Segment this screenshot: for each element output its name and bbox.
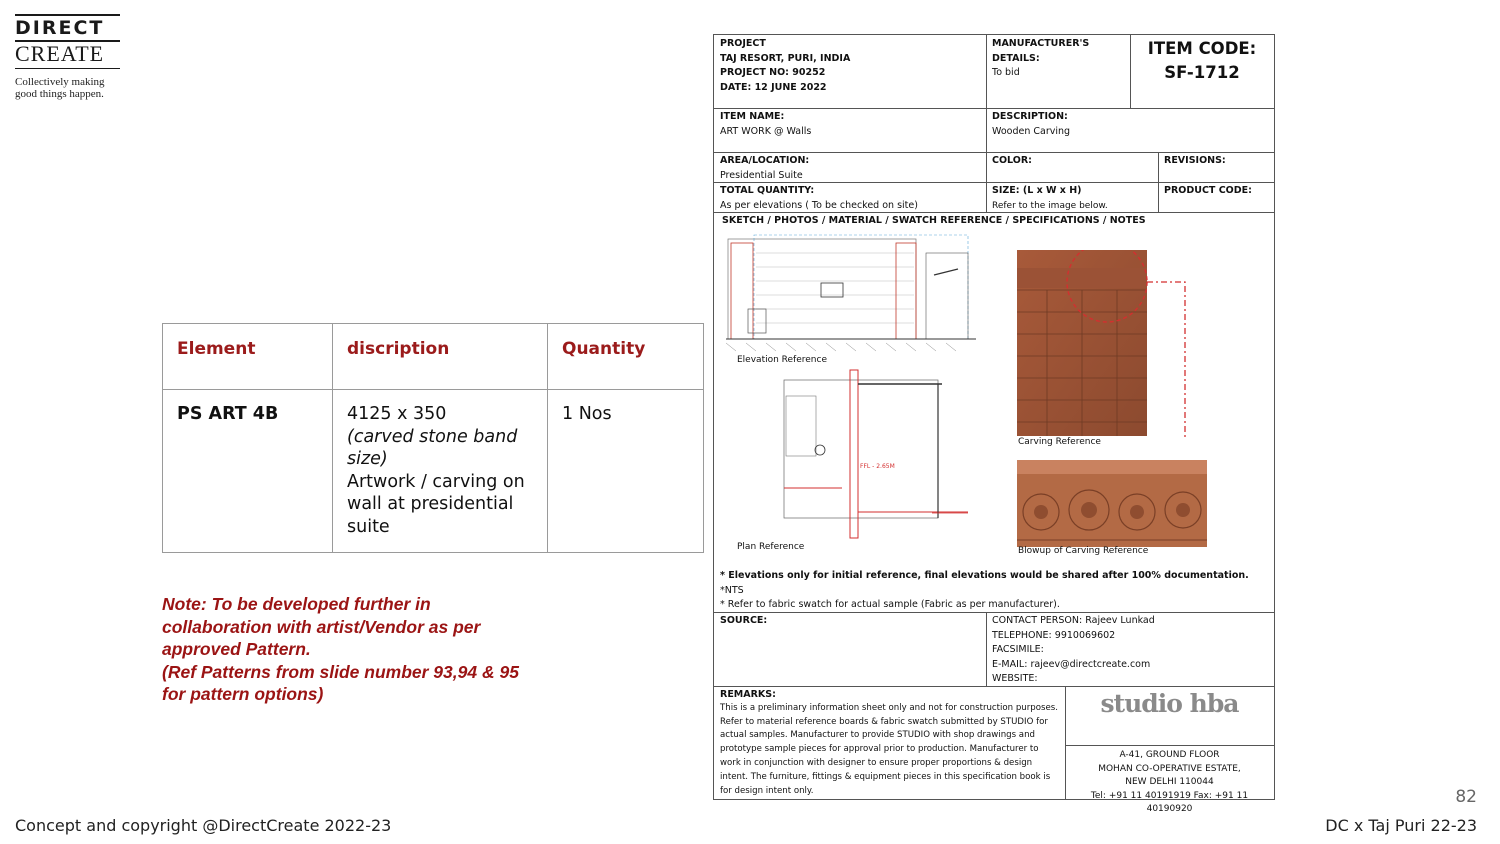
- desc-italic: (carved stone band size): [347, 426, 518, 469]
- footer-copyright: Concept and copyright @DirectCreate 2022-23: [15, 816, 392, 835]
- area-value: Presidential Suite: [720, 169, 803, 181]
- caption-elevation: Elevation Reference: [737, 355, 827, 365]
- description-block: [986, 108, 1274, 141]
- cell-quantity: 1 Nos: [548, 390, 704, 553]
- contact-block: [986, 612, 1274, 689]
- desc-text: Artwork / carving on wall at presidential suite: [347, 471, 525, 537]
- revisions-label: REVISIONS:: [1164, 155, 1226, 166]
- note-text: [162, 593, 542, 706]
- header-element: Element: [163, 324, 333, 390]
- area-label: AREA/LOCATION:: [720, 155, 810, 166]
- notes-block: [714, 567, 1274, 615]
- remarks-label: REMARKS:: [720, 689, 776, 700]
- carving-photo: [1017, 250, 1213, 440]
- area-block: [714, 152, 986, 185]
- caption-carving: Carving Reference: [1018, 437, 1101, 447]
- address-line-4: Tel: +91 11 40191919 Fax: +91 11 40190920: [1090, 790, 1249, 814]
- sketch-header: SKETCH / PHOTOS / MATERIAL / SWATCH REFERENCE / SPECIFICATIONS / NOTES: [722, 215, 1146, 226]
- directcreate-logo: [15, 14, 120, 100]
- address-line-3: NEW DELHI 110044: [1125, 777, 1214, 787]
- spec-sheet: [713, 34, 1275, 814]
- total-qty-block: [714, 182, 986, 215]
- note-3: * Refer to fabric swatch for actual sample (Fabric as per manufacturer).: [720, 599, 1060, 610]
- project-label: PROJECT: [720, 38, 766, 49]
- contact-email: E-MAIL: rajeev@directcreate.com: [992, 658, 1151, 670]
- plan-drawing: [782, 368, 972, 540]
- size-value: Refer to the image below.: [992, 200, 1108, 211]
- size-block: [986, 182, 1158, 215]
- note-line-1: Note: To be developed further in collaboration with artist/Vendor as per approved Pattern.: [162, 594, 481, 659]
- element-table: [162, 323, 704, 553]
- note-line-2: (Ref Patterns from slide number 93,94 & 95 for pattern options): [162, 661, 519, 704]
- manufacturer-value: To bid: [992, 67, 1020, 78]
- studio-address: [1065, 747, 1274, 819]
- header-description: discription: [333, 324, 548, 390]
- contact-facsimile: FACSIMILE:: [992, 644, 1044, 655]
- address-line-1: A-41, GROUND FLOOR: [1119, 750, 1220, 760]
- logo-line-1: DIRECT: [15, 17, 105, 39]
- size-label: SIZE: (L x W x H): [992, 185, 1082, 196]
- manufacturer-block: [986, 35, 1130, 83]
- plan-dimension: FFL - 2.65M: [860, 463, 895, 470]
- divider: [1065, 745, 1274, 746]
- header-quantity: Quantity: [548, 324, 704, 390]
- logo-rule: [15, 68, 120, 69]
- logo-tagline-2: good things happen.: [15, 88, 104, 100]
- caption-blowup: Blowup of Carving Reference: [1018, 546, 1149, 556]
- item-code-value: SF-1712: [1164, 63, 1240, 82]
- item-name-label: ITEM NAME:: [720, 111, 785, 122]
- logo-line-2: CREATE: [15, 41, 105, 66]
- table-row: [163, 390, 704, 553]
- blowup-photo: [1017, 460, 1208, 548]
- item-name-block: [714, 108, 986, 141]
- item-code-label: ITEM CODE:: [1147, 39, 1257, 58]
- elevation-drawing: [726, 233, 976, 357]
- manufacturer-label-2: DETAILS:: [992, 52, 1040, 64]
- caption-plan: Plan Reference: [737, 542, 805, 552]
- studio-hba-logo: studio hba: [1100, 689, 1239, 718]
- desc-size: 4125 x 350: [347, 404, 447, 424]
- description-value: Wooden Carving: [992, 125, 1071, 137]
- item-name-value: ART WORK @ Walls: [720, 125, 812, 137]
- project-no: PROJECT NO: 90252: [720, 67, 826, 78]
- project-name: TAJ RESORT, PURI, INDIA: [720, 52, 851, 64]
- project-block: [714, 35, 986, 97]
- remarks-text: This is a preliminary information sheet only and not for construction purposes. Refer to material reference boards & fabric swatch submitted by STUDIO for actual samples. Manufacturer to provide STUDIO with shop drawings and prototype sample pieces for approval prior to production. Manufacturer to work in conjunction with designer to ensure proper proportions & design intent. The furniture, fittings & equipment pieces in this specification book is for design intent only.: [720, 702, 1058, 796]
- logo-tagline-1: Collectively making: [15, 76, 105, 88]
- project-date: DATE: 12 JUNE 2022: [720, 81, 827, 93]
- total-qty-label: TOTAL QUANTITY:: [720, 185, 815, 196]
- address-line-2: MOHAN CO-OPERATIVE ESTATE,: [1098, 763, 1241, 774]
- note-2: *NTS: [720, 584, 744, 596]
- table-header-row: [163, 324, 704, 390]
- logo-tagline: [15, 76, 120, 100]
- contact-website: WEBSITE:: [992, 673, 1038, 684]
- contact-person: CONTACT PERSON: Rajeev Lunkad: [992, 615, 1155, 626]
- cell-element: PS ART 4B: [163, 390, 333, 553]
- description-label: DESCRIPTION:: [992, 111, 1068, 122]
- item-code-block: [1130, 35, 1274, 87]
- note-1: * Elevations only for initial reference, final elevations would be shared after 100% documentation.: [720, 570, 1249, 581]
- footer-project: DC x Taj Puri 22-23: [1325, 816, 1477, 835]
- color-label: COLOR:: [992, 155, 1032, 166]
- remarks-block: [714, 686, 1065, 800]
- cell-description: [333, 390, 548, 553]
- manufacturer-label: MANUFACTURER'S: [992, 38, 1090, 49]
- contact-telephone: TELEPHONE: 9910069602: [992, 629, 1116, 641]
- page-number: 82: [1455, 787, 1477, 807]
- product-code-label: PRODUCT CODE:: [1164, 185, 1252, 196]
- source-label: SOURCE:: [720, 615, 768, 626]
- total-qty-value: As per elevations ( To be checked on site): [720, 199, 918, 211]
